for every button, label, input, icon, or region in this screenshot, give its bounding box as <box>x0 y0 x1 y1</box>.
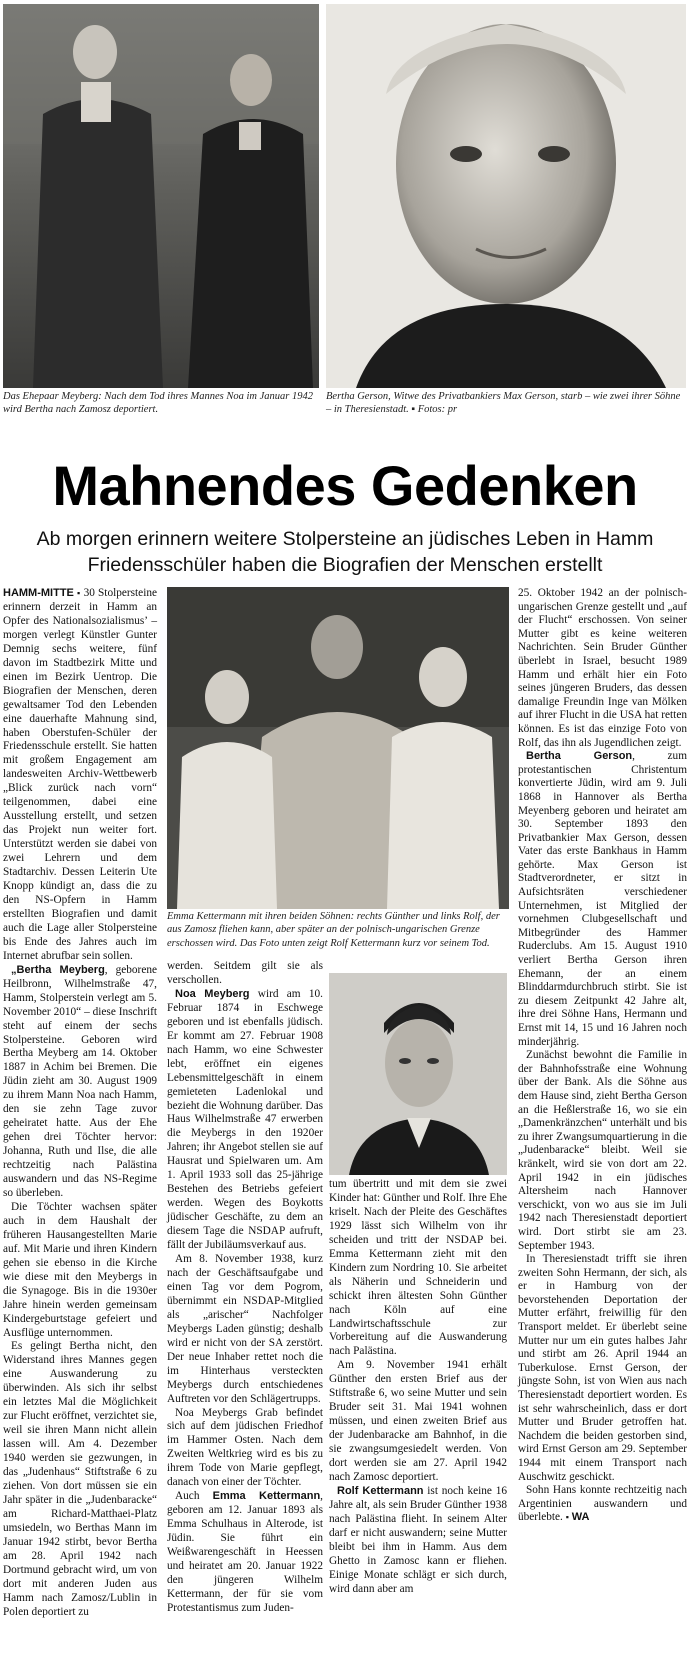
name-noa-meyberg: Noa Meyberg <box>175 987 250 1000</box>
paragraph-verschollen: werden. Seitdem gilt sie als verschollen. <box>167 960 323 986</box>
paragraph-divorce: tum übertritt und mit dem sie zwei Kinder hat: Günther und Rolf. Ihre Ehe kriselt. Nach der Pleite des Geschäftes 1929 lässt sich Wilhelm von ihr scheiden und tritt der NSDAP bei. Emma Kettermann zieht mit den Kindern zum Nordring 10. Sie arbeitet als Näherin und Schneiderin und schickt ihren ältesten Sohn Günther nach Köln auf eine Landwirtschaftsschule zur Vorbereitung auf die Auswanderung nach Palästina. <box>329 1178 507 1358</box>
subheadline-line-1: Ab morgen erinnern weitere Stolpersteine an jüdisches Leben in Hamm <box>36 528 654 550</box>
bertha-gerson-image <box>326 4 686 388</box>
intro-paragraph: 30 Stolpersteine erinnern derzeit in Hamm an Opfer des Nationalsozialismus’ – morgen verlegt Künstler Gunter Demnig sechs weitere, fünf davon im Stadtbezirk Mitte und einen im Bezirk Uentrop. Die Biografien der Menschen, deren gewaltsamer Tod den Lebenden eine dauerhafte Mahnung sind, haben Oberstufen-Schüler der Friedensschule erstellt. Sie hatten mit großem Engagement am landesweiten Archiv-Wettbewerb „Blick zurück nach vorn“ teilgenommen, dabei eine Ausstellung erstellt, und setzen das Projekt nun weiter fort. Unterstützt werden sie dabei von zwei Lehrern und dem Stadtarchiv. Dessen Leiterin Ute Knopp kündigt an, dass die zu den NS-Opfern in Hamm erstellten Biografien und damit auch die Lage aller Stolpersteine bis Ende des Jahres auch im Internet abrufbar sein sollen. <box>3 587 158 962</box>
meyberg-couple-image <box>3 4 319 388</box>
paragraph-bertha-meyberg: , geborene Heilbronn, Wilhelmstraße 47, Hamm, Stolperstein verlegt am 5. November 2010“ – diese Inschrift steht auf einem der sechs Stolpersteine. Geboren wird Bertha Meyberg am 14. Oktober 1887 in Achim bei Bremen. Die Jüdin zieht am 30. August 1909 zu ihrem Mann Noa nach Hamm, den sie zehn Tage zuvor geheiratet hatte. Aus der Ehe gehen drei Töchter hervor: Johanna, Ruth und Ilse, die alle rechtzeitig nach Palästina auswandern und das NS-Regime so überleben. <box>3 963 157 1199</box>
paragraph-deportation: Es gelingt Bertha nicht, den Widerstand ihres Mannes gegen eine Auswanderung zu überwinden. Als sich ihr selbst ein letztes Mal die Möglichkeit zur Flucht eröffnet, verzichtet sie, weil sie ihren Mann nicht allein lassen will. Am 4. Dezember 1940 werden sie gezwungen, in das „Judenhaus“ Stiftstraße 6 zu ziehen. Von dort müssen sie ein Jahr später in die „Judenbaracke“ am Richard-Matthaei-Platz umsiedeln, wo Berthas Mann im Januar 1942 stirbt, bevor Bertha am 28. April 1942 nach Dortmund gebracht wird, um von dort mit anderen Juden aus Hamm nach Zamosz/Lublin in Polen deportiert zu <box>3 1340 157 1618</box>
name-emma-kettermann: Emma Kettermann <box>212 1490 321 1503</box>
signature-bullet: ▪ <box>565 1512 569 1523</box>
paragraph-gerson-family: Zunächst bewohnt die Familie in der Bahnhofsstraße eine Wohnung über der Bank. Als die Söhne aus dem Hause sind, zieht Bertha Gerson an die Heßlerstraße 16, wo sie ein „Damenkränzchen“ unterhält und bis zu ihrer Zwangsumquartierung in die „Judenbaracke“ bleibt. Weil sie kränkelt, wird sie von dort am 22. April 1942 in ein jüdisches Altersheim nach Hannover verschickt, von wo aus sie im Juli 1942 nach Theresienstadt deportiert wird. Dort stirbt sie am 23. September 1943. <box>518 1049 687 1252</box>
caption-kettermann-family: Emma Kettermann mit ihren beiden Söhnen: rechts Günther und links Rolf, der aus Zamosz fliehen kann, aber später an der polnisch-ungarischen Grenze erschossen wird. Das Foto unten zeigt Rolf Kettermann kurz vor seinem Tod. <box>167 911 500 949</box>
rolf-kettermann-image <box>329 973 507 1175</box>
article-column-2 <box>167 960 323 1616</box>
paragraph-pogrom: Am 8. November 1938, kurz nach der Geschäftsaufgabe und einen Tag vor dem Pogrom, übernimmt ein NSDAP-Mitglied als „arischer“ Nachfolger Meybergs Laden günstig; deshalb wird er nicht von der SA zerstört. Der neue Inhaber rettet noch die im Hinterhaus versteckten Meybergs durch entschiedenes Auftreten vor den Schlägertrupps. <box>167 1253 323 1405</box>
paragraph-hans: Sohn Hans konnte rechtzeitig nach Argentinien auswandern und überlebte. <box>518 1484 687 1524</box>
paragraph-rolf-kettermann: ist noch keine 16 Jahre alt, als sein Bruder Günther 1938 nach Palästina flieht. In seinem Alter darf er nicht auswandern; seine Mutter bleibt bei ihm in Hamm. Aus dem Ghetto in Zamosc kann er fliehen. Einige Monate schlägt er sich durch, wird dann aber am <box>329 1484 507 1595</box>
paragraph-prefix: Auch <box>175 1490 213 1503</box>
photo-meyberg-couple <box>3 4 319 388</box>
name-bertha-meyberg: „Bertha Meyberg <box>11 963 105 976</box>
paragraph-noa-meyberg: wird am 10. Februar 1874 in Eschwege geboren und ist ebenfalls jüdisch. Er kommt am 27. Februar 1908 nach Hamm, wo eine Schwester lebt, eröffnet ein eigenes Lebensmittelgeschäft in einem gemieteten Ladenlokal und bezieht die Wohnung darüber. Das Haus Wilhelmstraße 47 erwerben die Meybergs in den 1920er Jahren; ihr Angebot stellen sie auf Hausrat und Spielwaren um. Am 1. April 1933 soll das 25-jährige Bestehen des Betriebs gefeiert werden. Wegen des Boykotts jüdischer Geschäfte, zu dem an diesem Tage die NSDAP aufruft, fällt der Jubiläumsverkauf aus. <box>167 987 323 1252</box>
name-rolf-kettermann: Rolf Kettermann <box>337 1484 424 1497</box>
article-column-3 <box>329 1178 507 1597</box>
paragraph-grave: Noa Meybergs Grab befindet sich auf dem jüdischen Friedhof im Hammer Osten. Nach dem Zweiten Weltkrieg wird es bis zu ihrem Tode von Marie gepflegt, danach von einer der Töchter. <box>167 1406 323 1489</box>
caption-bertha-gerson: Bertha Gerson, Witwe des Privatbankiers Max Gerson, starb – wie zwei ihrer Söhne – in Theresienstadt. ▪ Fotos: pr <box>326 391 681 415</box>
photo-kettermann-family <box>167 587 509 909</box>
paragraph-bertha-gerson: , zum protestantischen Christentum konvertierte Jüdin, wird am 9. Juli 1868 in Hannover als Bertha Meyenberg geboren und heiratet am 30. September 1893 den Privatbankier Max Gerson, dessen Vater das erste Bankhaus in Hamm gehörte. Max Gerson ist Stadtverordneter, er sitzt in Aufsichtsräten verschiedener Unternehmen, ist Mitglied der vornehmen Clubgesellschaft und Mitbegründer des Hammer Ruderclubs. Am 15. August 1910 verliert Bertha Gerson ihren Ehemann, der an einem Blinddarmdurchbruch stirbt. Sie ist zu diesem Zeitpunkt 42 Jahre alt, ihre drei Söhne Hans, Hermann und Ernst mit 14, 15 und 16 Jahren noch minderjährig. <box>518 750 687 1048</box>
dateline-bullet: ▪ <box>77 588 81 598</box>
paragraph-theresienstadt: In Theresienstadt trifft sie ihren zweiten Sohn Hermann, der sich, als er in Hamburg von der bevorstehenden Deportation der Mutter erfährt, freiwillig für den Transport meldet. Er überlebt seine Mutter nur um ein gutes halbes Jahr und stirbt am 26. April 1944 an Tuberkulose. Ernst Gerson, der jüngste Sohn, ist von Wien aus nach Theresienstadt deportiert worden. Es ist sehr wahrscheinlich, dass er dort Mutter und Bruder getroffen hat. Nachdem die beiden gestorben sind, wird Ernst Gerson am 29. September 1944 mit einem Transport nach Auschwitz geschickt. <box>518 1253 687 1483</box>
subheadline-line-2: Friedensschüler haben die Biografien der Menschen erstellt <box>87 554 603 576</box>
photo-bertha-gerson <box>326 4 686 388</box>
dateline: HAMM-MITTE <box>3 587 74 599</box>
signature: WA <box>571 1511 590 1524</box>
name-bertha-gerson: Bertha Gerson <box>526 750 633 763</box>
paragraph-daughters: Die Töchter wachsen später auch in dem Haushalt der früheren Hausangestellten Marie auf. Mit Marie und ihren Kindern gehen sie ebenso in die Kirche wie diese mit den Meybergs in die Synagoge. Bis in die 1930er Jahre hinein werden gemeinsam Kindergeburtstage gefeiert und Ausflüge unternommen. <box>3 1200 157 1339</box>
paragraph-emma-kettermann: , geboren am 12. Januar 1893 als Emma Schulhaus in Alterode, ist Jüdin. Sie führt ein Weißwarengeschäft in Heessen und heiratet am 20. Januar 1922 den jüngeren Wilhelm Kettermann, der für sie vom Protestantismus zum Juden- <box>167 1490 323 1614</box>
article-column-1 <box>3 587 157 1620</box>
paragraph-letters: Am 9. November 1941 erhält Günther den ersten Brief aus der Stiftstraße 6, wo seine Mutter und sein Bruder seit 31. Mai 1941 wohnen müssen, und einen zweiten Brief aus der Judenbaracke am Bahnhof, in die sie zwangsumgesiedelt werden. Von dort werden sie am 27. April 1942 nach Zamosc deportiert. <box>329 1359 507 1484</box>
kettermann-family-image <box>167 587 509 909</box>
photo-rolf-kettermann <box>329 973 507 1175</box>
caption-meyberg-couple: Das Ehepaar Meyberg: Nach dem Tod ihres Mannes Noa im Januar 1942 wird Bertha nach Zamosz deportiert. <box>3 391 314 415</box>
headline: Mahnendes Gedenken <box>52 454 638 517</box>
article-column-4 <box>518 587 687 1525</box>
paragraph-rolf-death: 25. Oktober 1942 an der polnisch-ungarischen Grenze gestellt und „auf der Flucht“ erschossen. Von seiner Mutter gibt es keine weiteren Nachrichten. Sein Bruder Günther überlebt in Israel, besucht 1989 Hamm und erhält hier ein Foto seines jüngeren Bruders, das dessen damalige Freundin Inge van Mölken auf ihrer Flucht in die USA hat retten können. Es ist das einzige Foto von Rolf, das ihn als Jugendlichen zeigt. <box>518 587 687 749</box>
